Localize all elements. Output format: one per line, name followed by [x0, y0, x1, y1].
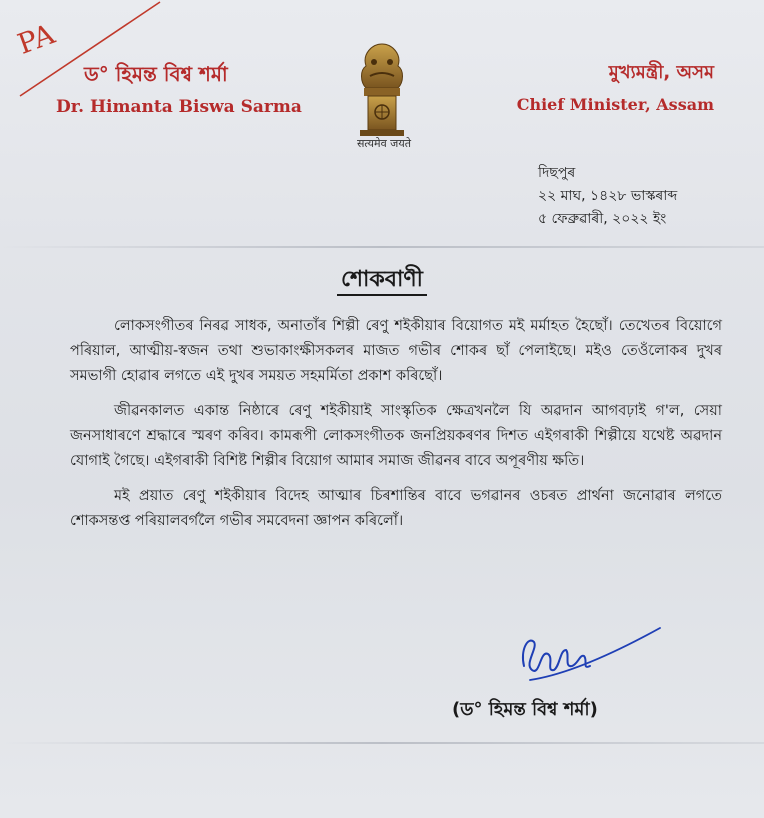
body-paragraph: মই প্ৰয়াত ৰেণু শইকীয়াৰ বিদেহ আত্মাৰ চিৰশান্তিৰ বাবে ভগৱানৰ ওচৰত প্ৰাৰ্থনা জনোৱাৰ লগতে শোকসন্তপ্ত পৰিয়ালবৰ্গলৈ গভীৰ সমবেদনা জ্ঞাপন কৰিলোঁ।	[70, 488, 722, 529]
letter-body	[70, 314, 722, 544]
letterhead-name	[56, 60, 302, 117]
date-bengali-calendar: ২২ মাঘ, ১৪২৮ ভাস্কৰাব্দ	[538, 188, 678, 204]
body-paragraph: জীৱনকালত একান্ত নিষ্ঠাৰে ৰেণু শইকীয়াই সাংস্কৃতিক ক্ষেত্ৰখনলৈ যি অৱদান আগবঢ়াই গ'ল, সেয়া জনসাধাৰণে শ্ৰদ্ধাৰে স্মৰণ কৰিব। কামৰূপী লোকসংগীতক জনপ্ৰিয়কৰণৰ দিশত এইগৰাকী শিল্পীয়ে যথেষ্ট অৱদান যোগাই গৈছে। এইগৰাকী বিশিষ্ট শিল্পীৰ বিয়োগ আমাৰ সমাজ জীৱনৰ বাবে অপূৰণীয় ক্ষতি।	[70, 403, 722, 469]
letter-title: শোকবাণী	[337, 267, 427, 296]
body-paragraph: লোকসংগীতৰ নিৰৱ সাধক, অনাতাঁৰ শিল্পী ৰেণু শইকীয়াৰ বিয়োগত মই মৰ্মাহত হৈছোঁ। তেখেতৰ বিয়োগে পৰিয়াল, আত্মীয়-স্বজন তথা শুভাকাংক্ষীসকলৰ মাজত গভীৰ শোকৰ ছাঁ পেলাইছে। মইও তেওঁলোকৰ দুখৰ সমভাগী হোৱাৰ লগতে এই দুখৰ সময়ত সহমৰ্মিতা প্ৰকাশ কৰিছোঁ।	[70, 318, 722, 384]
letter-title-wrap	[0, 262, 764, 299]
national-emblem-icon	[344, 36, 420, 146]
handwritten-note: PA	[13, 17, 59, 61]
name-bengali: ড° হিমন্ত বিশ্ব শৰ্মা	[84, 62, 228, 86]
letterhead-office	[517, 58, 714, 114]
office-english: Chief Minister, Assam	[516, 95, 714, 114]
signature	[510, 620, 670, 690]
emblem-motto: सत्यमेव जयते	[356, 137, 411, 150]
place: দিছপুৰ	[538, 165, 576, 181]
date-block	[538, 162, 677, 231]
paper-fold	[0, 246, 764, 248]
name-english: Dr. Himanta Biswa Sarma	[56, 97, 302, 117]
signatory-name: (ড° হিমন্ত বিশ্ব শৰ্মা)	[452, 699, 598, 720]
paper-fold	[0, 742, 764, 744]
office-bengali: মুখ্যমন্ত্ৰী, অসম	[608, 62, 714, 83]
date-gregorian: ৫ ফেব্ৰুৱাৰী, ২০২২ ইং	[538, 211, 667, 227]
